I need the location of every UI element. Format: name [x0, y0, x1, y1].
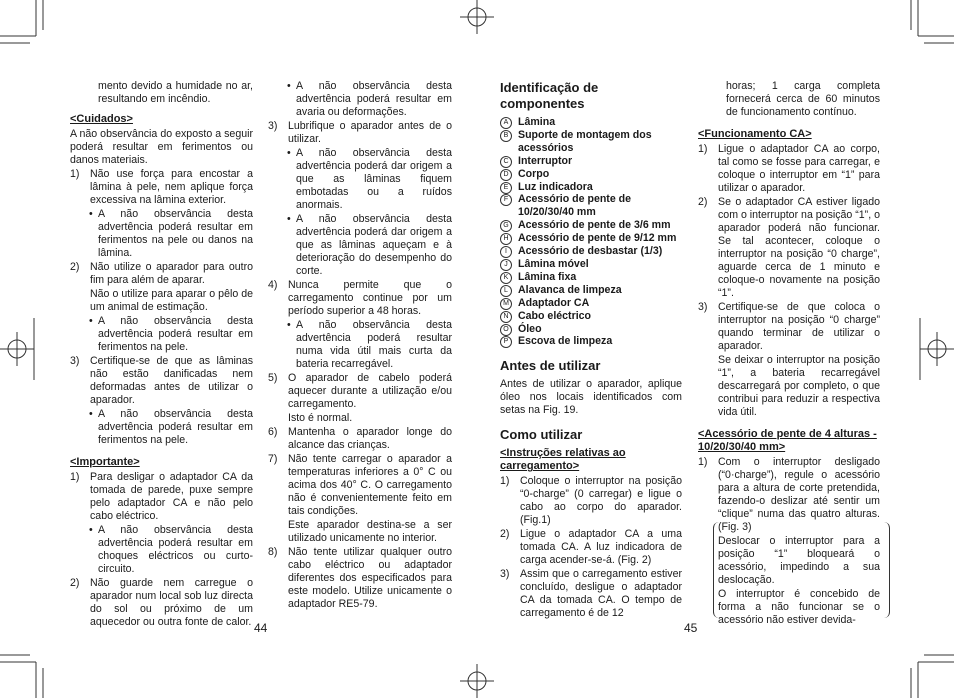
cuidados-text: A não observância do exposto a seguir poderá resultar em ferimentos ou danos materiais. — [70, 128, 253, 166]
column-2 — [268, 80, 452, 612]
part-item — [500, 219, 682, 232]
part-item — [500, 297, 682, 310]
importante-item-7: 7) Não tente carregar o aparador a temperaturas inferiores a 0° C ou acima dos 40° C. O carregamento não é convenientemente feito em tais condições. — [268, 453, 452, 517]
part-item — [500, 258, 682, 271]
importante-item-2: 2) Não guarde nem carregue o aparador num local sob luz directa do sol ou próximo de um aquecedor ou outra fonte de calor. — [70, 577, 253, 628]
cuidados-item-3-bullet: • A não observância desta advertência poderá resultar em ferimentos na pele. — [89, 408, 253, 446]
charge-time-text: horas; 1 carga completa fornecerá cerca de 60 minutos de funcionamento contínuo. — [726, 80, 880, 118]
acc-heading: <Acessório de pente de 4 alturas - 10/20/30/40 mm> — [698, 428, 877, 453]
part-item — [500, 155, 682, 168]
importante-heading: <Importante> — [70, 456, 140, 468]
instr-item-2: 2) Ligue o adaptador CA a uma tomada CA. A luz indicadora de carga acender-se-á. (Fig. 2) — [500, 528, 682, 567]
importante-item-4-bullet: • A não observância desta advertência poderá resultar numa vida útil mais curta da bateria recarregável. — [287, 319, 452, 370]
part-item — [500, 271, 682, 284]
importante-item-1: 1) Para desligar o adaptador CA da tomada de parede, puxe sempre pelo adaptador CA e não pelo cabo eléctrico. — [70, 471, 253, 522]
part-name: Suporte de montagem dos acessórios — [518, 128, 652, 154]
part-name: Corpo — [518, 167, 550, 180]
parts-list — [500, 116, 682, 348]
part-letter: O — [500, 324, 512, 336]
part-name: Interruptor — [518, 154, 573, 167]
cuidados-item-1: 1) Não use força para encostar a lâmina à pele, nem aplique força excessiva na lâmina exterior. — [70, 168, 253, 206]
column-4 — [698, 80, 880, 628]
page-number-right: 45 — [684, 621, 698, 635]
cuidados-item-1-bullet: • A não observância desta advertência poderá resultar em ferimentos na pele ou danos na lâmina. — [89, 208, 253, 259]
part-item — [500, 193, 682, 219]
part-item — [500, 232, 682, 245]
part-name: Lâmina móvel — [518, 257, 589, 270]
importante-item-6: 6) Mantenha o aparador longe do alcance das crianças. — [268, 426, 452, 451]
part-item — [500, 116, 682, 129]
page-number-left: 44 — [254, 621, 268, 635]
part-item — [500, 168, 682, 181]
part-item — [500, 284, 682, 297]
part-letter: H — [500, 233, 512, 245]
importante-item-2-bullet: • A não observância desta advertência poderá resultar em avaria ou deformações. — [287, 80, 452, 118]
column-1 — [70, 80, 253, 630]
antes-heading: Antes de utilizar — [500, 358, 601, 374]
column-3 — [500, 80, 682, 621]
part-item — [500, 181, 682, 194]
part-item — [500, 335, 682, 348]
importante-item-4: 4) Nunca permite que o carregamento continue por um período superior a 48 horas. — [268, 279, 452, 317]
note-bracket-right — [884, 522, 890, 618]
part-letter: D — [500, 169, 512, 181]
importante-item-1-bullet: • A não observância desta advertência poderá resultar em choques eléctricos ou curto-circuito. — [89, 524, 253, 575]
importante-item-3-bullet-1: • A não observância desta advertência poderá dar origem a que as lâminas fiquem embotadas ou a ruídos anormais. — [287, 147, 452, 211]
cuidados-item-2-bullet: • A não observância desta advertência poderá resultar em ferimentos na pele. — [89, 315, 253, 353]
ident-heading: Identificação de componentes — [500, 80, 599, 111]
importante-item-5: 5) O aparador de cabelo poderá aquecer durante a utilização e/ou carregamento. — [268, 372, 452, 410]
instr-heading: <Instruções relativas ao carregamento> — [500, 447, 626, 473]
part-name: Lâmina — [518, 116, 556, 128]
part-name: Cabo eléctrico — [518, 309, 592, 322]
part-letter: F — [500, 194, 512, 206]
part-name: Acessório de pente de 9/12 mm — [518, 232, 677, 245]
part-letter: A — [500, 117, 512, 129]
instr-item-3: 3) Assim que o carregamento estiver concluído, desligue o adaptador CA da tomada CA. O tempo de carregamento é de 12 — [500, 568, 682, 620]
part-letter: G — [500, 220, 512, 232]
acc-item-1: 1) Com o interruptor desligado (“0·charge”), regule o acessório para a altura de corte pretendida, fazendo-o deslizar até sentir um “clique” numa das quatro alturas. (Fig. 3) — [698, 456, 880, 533]
importante-item-5-cont: Isto é normal. — [288, 412, 353, 424]
importante-item-8: 8) Não tente utilizar qualquer outro cabo eléctrico ou adaptador diferentes dos especificados para este modelo. Utilize unicamente o adaptador RE5-79. — [268, 546, 452, 610]
part-letter: L — [500, 285, 512, 297]
part-letter: C — [500, 156, 512, 168]
part-name: Luz indicadora — [518, 180, 593, 193]
part-item — [500, 310, 682, 323]
part-letter: B — [500, 130, 512, 142]
part-letter: N — [500, 311, 512, 323]
part-name: Óleo — [518, 322, 542, 335]
cuidados-item-2-cont: Não o utilize para aparar o pêlo de um animal de estimação. — [90, 288, 253, 313]
part-letter: M — [500, 298, 512, 310]
part-name: Acessório de pente de 3/6 mm — [518, 219, 671, 232]
acc-item-1-cont-1: Deslocar o interruptor para a posição “1” bloqueará o acessório, impedindo a sua deslocação. — [718, 535, 880, 586]
part-name: Acessório de desbastar (1/3) — [518, 245, 663, 258]
part-letter: I — [500, 246, 512, 258]
antes-text: Antes de utilizar o aparador, aplique óleo nos locais identificados com setas na Fig. 19. — [500, 378, 682, 417]
part-letter: J — [500, 259, 512, 271]
part-letter: K — [500, 272, 512, 284]
note-bracket-left — [713, 522, 719, 618]
part-name: Acessório de pente de 10/20/30/40 mm — [518, 193, 632, 219]
part-item — [500, 129, 682, 155]
part-item — [500, 323, 682, 336]
part-name: Adaptador CA — [518, 296, 590, 309]
como-heading: Como utilizar — [500, 427, 583, 443]
part-letter: P — [500, 336, 512, 348]
part-name: Lâmina fixa — [518, 270, 577, 283]
cuidados-heading: <Cuidados> — [70, 113, 133, 125]
cuidados-item-3: 3) Certifique-se de que as lâminas não estão danificadas nem deformadas antes de utilizar o aparador. — [70, 355, 253, 406]
importante-item-3: 3) Lubrifique o aparador antes de o utilizar. — [268, 120, 452, 145]
importante-item-7-cont: Este aparador destina-se a ser utilizado unicamente no interior. — [288, 519, 452, 544]
part-name: Alavanca de limpeza — [518, 283, 622, 296]
func-item-2: 2) Se o adaptador CA estiver ligado com o interruptor na posição “1”, o aparador poderá não funcionar. Se tal acontecer, coloque o interruptor na posição “0 charge”, aguarde cerca de 1 minuto e coloque-o novamente na posição “1”. — [698, 196, 880, 299]
intro-text: mento devido a humidade no ar, resultando em incêndio. — [98, 80, 253, 105]
func-item-3: 3) Certifique-se de que coloca o interruptor na posição “0 charge” quando terminar de utilizar o aparador. — [698, 301, 880, 352]
func-item-1: 1) Ligue o adaptador CA ao corpo, tal como se fosse para carregar, e coloque o interruptor em “1” para utilizar o aparador. — [698, 143, 880, 194]
importante-item-3-bullet-2: • A não observância desta advertência poderá dar origem a que as lâminas aqueçam e à deterioração do desempenho do corte. — [287, 213, 452, 277]
func-item-3-cont: Se deixar o interruptor na posição “1”, a bateria recarregável descarregará por completo, o que contribui para reduzir a respectiva vida útil. — [718, 354, 880, 418]
part-item — [500, 245, 682, 258]
acc-item-1-cont-2: O interruptor é concebido de forma a não funcionar se o acessório não estiver devida- — [718, 588, 880, 626]
func-heading: <Funcionamento CA> — [698, 128, 812, 140]
part-name: Escova de limpeza — [518, 335, 613, 348]
cuidados-item-2: 2) Não utilize o aparador para outro fim para além de aparar. — [70, 261, 253, 286]
part-letter: E — [500, 182, 512, 194]
instr-item-1: 1) Coloque o interruptor na posição “0-charge” (0 carregar) e ligue o cabo ao corpo do aparador. (Fig.1) — [500, 475, 682, 527]
